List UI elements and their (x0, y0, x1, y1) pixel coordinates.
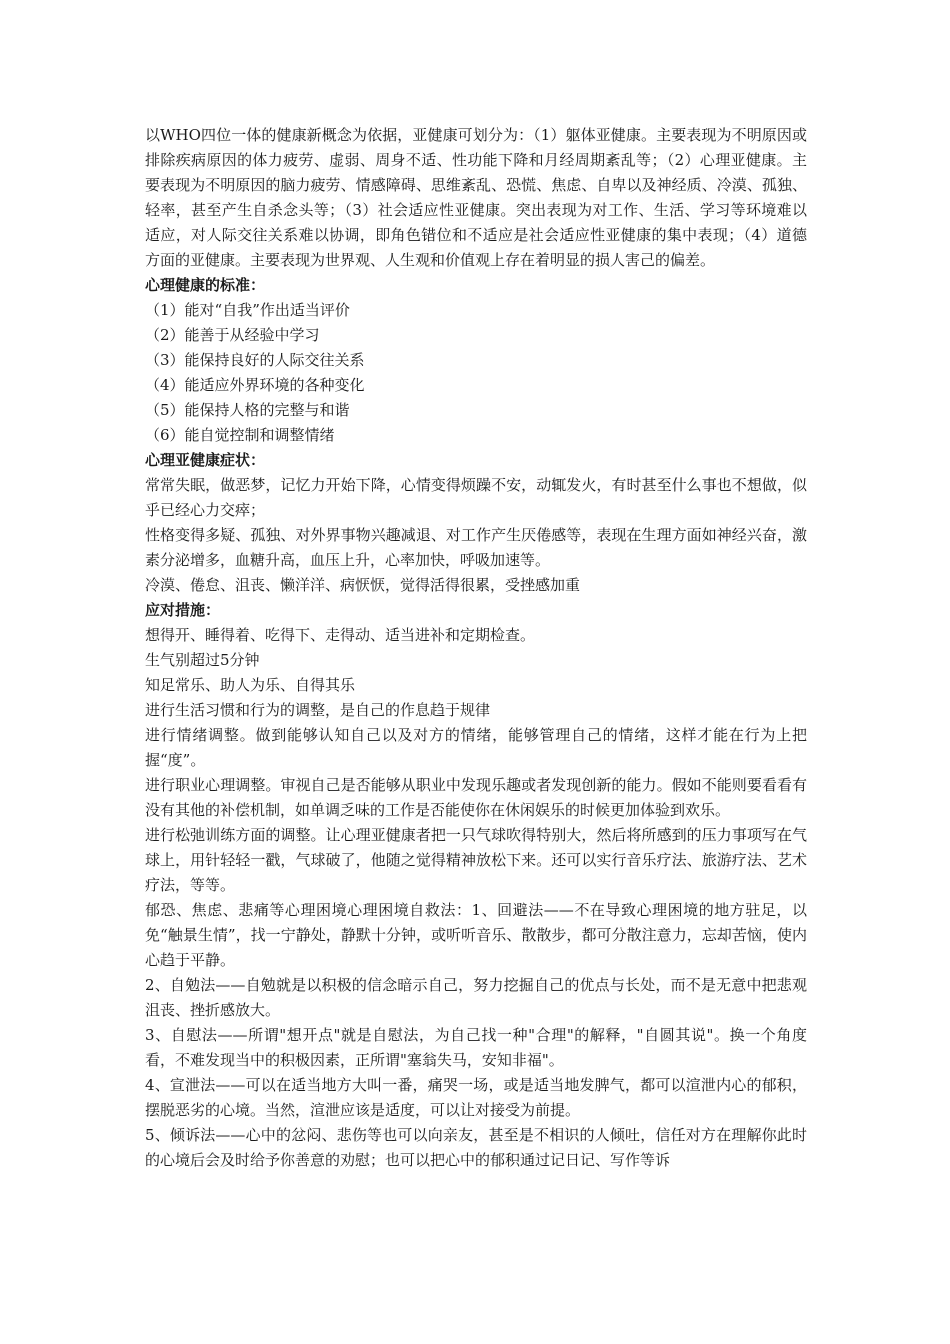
body-paragraph: 4、宣泄法——可以在适当地方大叫一番，痛哭一场，或是适当地发脾气，都可以渲泄内心的郁积，摆脱恶劣的心境。当然，渲泄应该是适度，可以让对接受为前提。 (145, 1076, 807, 1119)
body-paragraph: 5、倾诉法——心中的忿闷、悲伤等也可以向亲友，甚至是不相识的人倾吐，信任对方在理解你此时的心境后会及时给予你善意的劝慰；也可以把心中的郁积通过记日记、写作等诉 (145, 1126, 807, 1169)
body-paragraph: 进行松弛训练方面的调整。让心理亚健康者把一只气球吹得特别大，然后将所感到的压力事项写在气球上，用针轻轻一戳，气球破了，他随之觉得精神放松下来。还可以实行音乐疗法、旅游疗法、艺术疗法，等等。 (145, 826, 807, 894)
body-paragraph: 想得开、睡得着、吃得下、走得动、适当进补和定期检查。 (145, 626, 536, 644)
body-paragraph: 常常失眠，做恶梦，记忆力开始下降，心情变得烦躁不安，动辄发火，有时甚至什么事也不想做，似乎已经心力交瘁； (145, 476, 807, 519)
body-paragraph: 知足常乐、助人为乐、自得其乐 (145, 676, 356, 694)
list-item: （6）能自觉控制和调整情绪 (145, 426, 335, 444)
body-paragraph: 冷漠、倦怠、沮丧、懒洋洋、病恹恹，觉得活得很累，受挫感加重 (145, 576, 581, 594)
body-paragraph: 进行情绪调整。做到能够认知自己以及对方的情绪，能够管理自己的情绪，这样才能在行为上把握“度”。 (145, 726, 807, 769)
body-paragraph: 3、自慰法——所谓"想开点"就是自慰法，为自己找一种"合理"的解释，"自圆其说"。换一个角度看，不难发现当中的积极因素，正所谓"塞翁失马，安知非福"。 (145, 1026, 807, 1069)
body-paragraph: 性格变得多疑、孤独、对外界事物兴趣减退、对工作产生厌倦感等，表现在生理方面如神经兴奋，激素分泌增多，血糖升高，血压上升，心率加快，呼吸加速等。 (145, 526, 807, 569)
body-paragraph: 郁恐、焦虑、悲痛等心理困境心理困境自救法：1、回避法——不在导致心理困境的地方驻足，以免“触景生情”，找一宁静处，静默十分钟，或听听音乐、散散步，都可分散注意力，忘却苦恼，使内心趋于平静。 (145, 901, 807, 969)
document-page (145, 123, 807, 1173)
body-paragraph: 进行职业心理调整。审视自己是否能够从职业中发现乐趣或者发现创新的能力。假如不能则要看看有没有其他的补偿机制，如单调乏味的工作是否能使你在休闲娱乐的时候更加体验到欢乐。 (145, 776, 807, 819)
list-item: （4）能适应外界环境的各种变化 (145, 376, 365, 394)
body-paragraph: 进行生活习惯和行为的调整，是自己的作息趋于规律 (145, 701, 491, 719)
section-heading-standards: 心理健康的标准： (145, 276, 266, 294)
intro-paragraph: 以WHO四位一体的健康新概念为依据，亚健康可划分为：（1）躯体亚健康。主要表现为不明原因或排除疾病原因的体力疲劳、虚弱、周身不适、性功能下降和月经周期紊乱等；（2）心理亚健康。主要表现为不明原因的脑力疲劳、情感障碍、思维紊乱、恐慌、焦虑、自卑以及神经质、冷漠、孤独、轻率，甚至产生自杀念头等；（3）社会适应性亚健康。突出表现为对工作、生活、学习等环境难以适应，对人际交往关系难以协调，即角色错位和不适应是社会适应性亚健康的集中表现；（4）道德方面的亚健康。主要表现为世界观、人生观和价值观上存在着明显的损人害己的偏差。 (145, 126, 807, 269)
section-heading-measures: 应对措施： (145, 601, 221, 619)
list-item: （2）能善于从经验中学习 (145, 326, 320, 344)
list-item: （5）能保持人格的完整与和谐 (145, 401, 350, 419)
body-paragraph: 2、自勉法——自勉就是以积极的信念暗示自己，努力挖掘自己的优点与长处，而不是无意中把悲观沮丧、挫折感放大。 (145, 976, 807, 1019)
body-paragraph: 生气别超过5分钟 (145, 651, 260, 669)
list-item: （3）能保持良好的人际交往关系 (145, 351, 365, 369)
section-heading-symptoms: 心理亚健康症状： (145, 451, 266, 469)
list-item: （1）能对“自我”作出适当评价 (145, 301, 350, 319)
